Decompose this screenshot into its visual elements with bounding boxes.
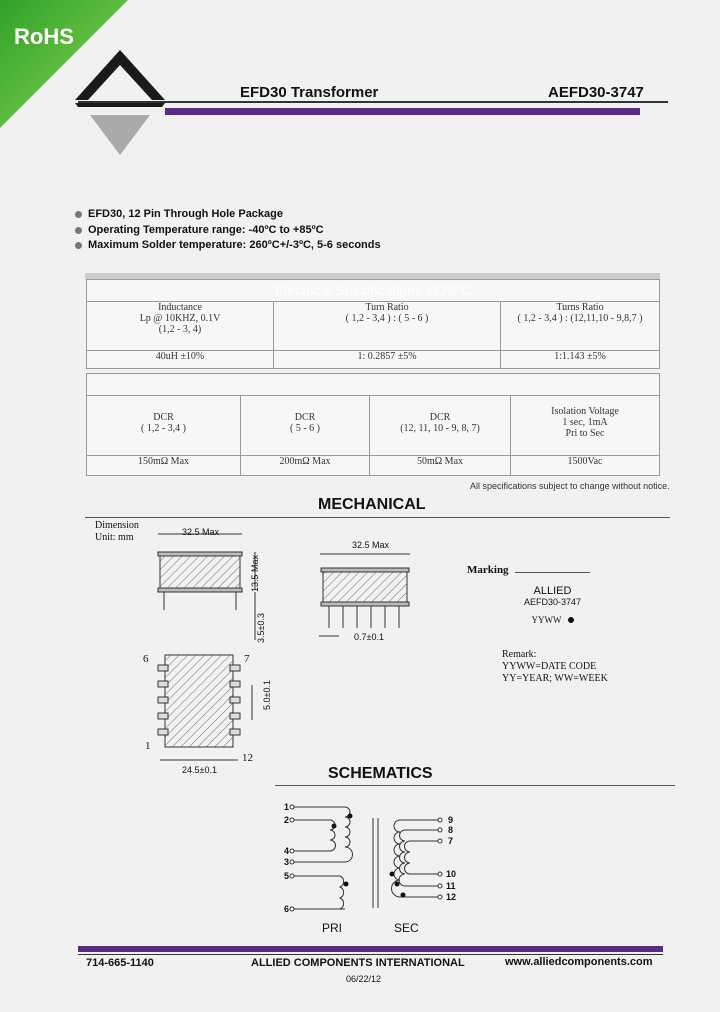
footer-company: ALLIED COMPONENTS INTERNATIONAL xyxy=(251,957,465,969)
mechanical-title: MECHANICAL xyxy=(318,496,426,513)
spec-header-cell: DCR (12, 11, 10 - 9, 8, 7) xyxy=(370,396,511,456)
spec-value-cell: 40uH ±10% xyxy=(87,351,274,369)
feature-item: EFD30, 12 Pin Through Hole Package xyxy=(88,208,283,220)
dim-width-top: 32.5 Max xyxy=(182,527,220,537)
sec-label: SEC xyxy=(394,921,419,935)
spec-header-cell: Turns Ratio ( 1,2 - 3,4 ) : (12,11,10 - 9,8,7 ) xyxy=(501,302,660,351)
bullet-icon xyxy=(75,227,82,234)
sec-pin-label: 12 xyxy=(446,892,457,902)
rohs-label: RoHS xyxy=(14,24,74,49)
product-title: EFD30 Transformer xyxy=(240,84,379,101)
bullet-icon xyxy=(75,211,82,218)
footer-website[interactable]: www.alliedcomponents.com xyxy=(505,956,653,968)
part-number: AEFD30-3747 xyxy=(548,84,644,101)
spec-header-cell: Isolation Voltage 1 sec, 1mA Pri to Sec xyxy=(511,396,660,456)
spec-note: All specifications subject to change without notice. xyxy=(470,481,670,491)
mechanical-rule xyxy=(85,517,670,518)
spec-value-cell: 1500Vac xyxy=(511,456,660,476)
mechanical-side-view xyxy=(315,548,425,643)
pri-pin-label: 3 xyxy=(284,857,290,867)
footer-phone: 714-665-1140 xyxy=(86,957,154,969)
spec-value-cell: 1: 0.2857 ±5% xyxy=(274,351,501,369)
pin1-dot-icon xyxy=(568,617,574,623)
pin-label: 7 xyxy=(244,653,250,665)
spec-heading-blank xyxy=(87,374,660,396)
sec-pin-label: 9 xyxy=(448,815,454,825)
sec-pin-label: 10 xyxy=(446,869,457,879)
header-rule xyxy=(78,101,668,103)
remarks: Remark: YYWW=DATE CODE YY=YEAR; WW=WEEK xyxy=(502,649,608,684)
spec-header-cell: Inductance Lp @ 10KHZ, 0.1V (1,2 - 3, 4) xyxy=(87,302,274,351)
bullet-icon xyxy=(75,242,82,249)
spec-header-cell: DCR ( 5 - 6 ) xyxy=(241,396,370,456)
marking-box: ALLIED AEFD30-3747 YYWW xyxy=(515,572,590,633)
pin-label: 12 xyxy=(242,752,253,764)
pri-pin-label: 5 xyxy=(284,871,290,881)
dim-pin: 3.5±0.3 xyxy=(256,613,266,643)
spec-value-cell: 50mΩ Max xyxy=(370,456,511,476)
spec-header-cell: DCR ( 1,2 - 3,4 ) xyxy=(87,396,241,456)
sec-pin-label: 7 xyxy=(448,836,454,846)
dim-bottom: 24.5±0.1 xyxy=(182,765,217,775)
dim-pin-width: 0.7±0.1 xyxy=(354,632,384,642)
dim-pitch: 5.0±0.1 xyxy=(262,680,272,710)
footer-accent-bar xyxy=(78,946,663,952)
spec-header-cell: Turn Ratio ( 1,2 - 3,4 ) : ( 5 - 6 ) xyxy=(274,302,501,351)
footer-date: 06/22/12 xyxy=(346,974,382,984)
header-accent-bar xyxy=(165,108,640,115)
pin-label: 6 xyxy=(143,653,149,665)
dim-width-side: 32.5 Max xyxy=(352,540,390,550)
pri-pin-label: 1 xyxy=(284,802,290,812)
sec-pin-label: 11 xyxy=(446,881,456,891)
schematic-diagram xyxy=(280,798,470,920)
dimension-label: Dimension Unit: mm xyxy=(95,520,139,543)
spec-table-1 xyxy=(86,279,660,369)
pin-label: 1 xyxy=(145,740,151,752)
spec-value-cell: 200mΩ Max xyxy=(241,456,370,476)
schematics-title: SCHEMATICS xyxy=(328,765,433,782)
sec-pin-label: 8 xyxy=(448,825,454,835)
pri-label: PRI xyxy=(322,921,343,935)
spec-value-cell: 150mΩ Max xyxy=(87,456,241,476)
pri-pin-label: 6 xyxy=(284,904,290,914)
pri-pin-label: 2 xyxy=(284,815,290,825)
marking-label: Marking xyxy=(467,564,509,576)
spec-heading: Electrical Specifications @25°C xyxy=(87,280,660,302)
footer-rule xyxy=(78,954,663,955)
schematics-rule xyxy=(275,785,675,786)
dim-height: 13.5 Max xyxy=(250,554,260,592)
feature-item: Operating Temperature range: -40ºC to +85ºC xyxy=(88,224,324,236)
spec-value-cell: 1:1.143 ±5% xyxy=(501,351,660,369)
feature-item: Maximum Solder temperature: 260ºC+/-3ºC, 5-6 seconds xyxy=(88,239,381,251)
pri-pin-label: 4 xyxy=(284,846,290,856)
spec-table-2 xyxy=(86,373,660,476)
